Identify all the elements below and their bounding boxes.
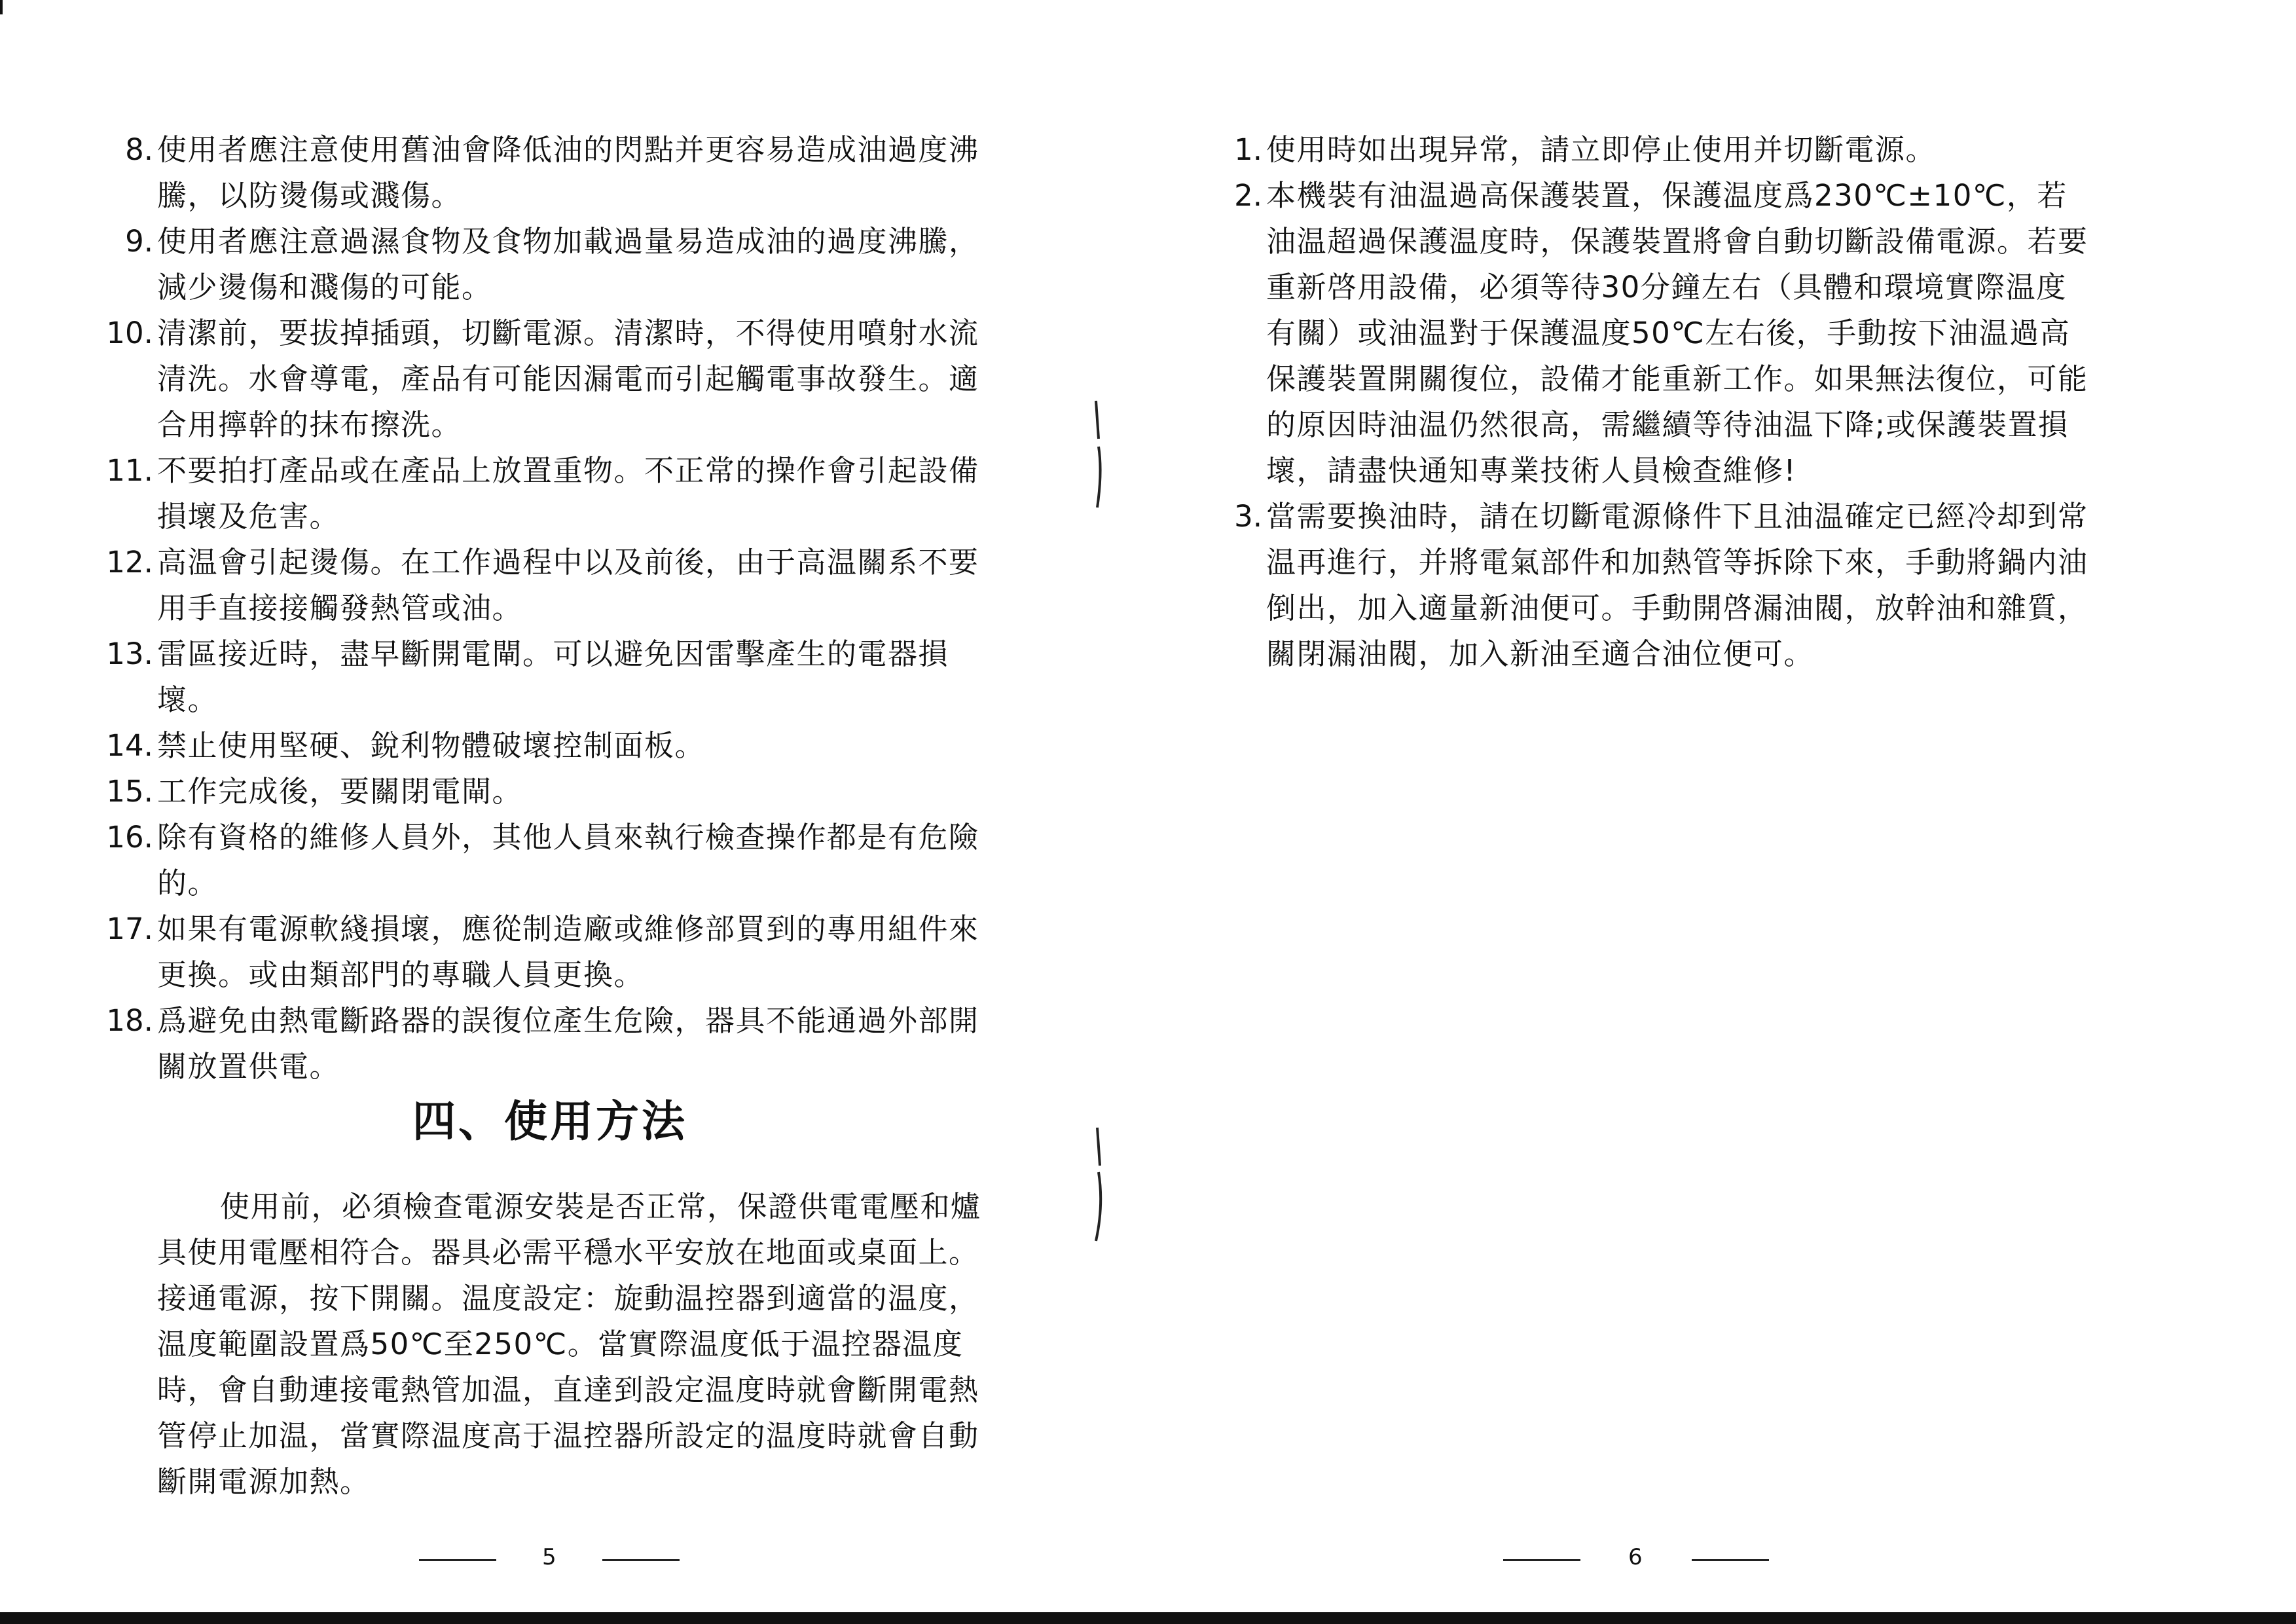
item-number: 2. <box>1234 178 1262 213</box>
section-title: 四、使用方法 <box>412 1096 687 1147</box>
item-number: 16. <box>106 820 153 855</box>
list-item <box>90 631 987 723</box>
item-number: 3. <box>1234 499 1262 534</box>
list-item <box>90 448 987 540</box>
item-number: 8. <box>125 132 153 167</box>
left-page <box>0 0 1113 1624</box>
page-number-dash-left <box>1503 1559 1580 1561</box>
item-number: 9. <box>125 224 153 259</box>
item-number: 14. <box>106 728 153 763</box>
item-number: 10. <box>106 316 153 350</box>
item-text: 爲避免由熱電斷路器的誤復位產生危險，器具不能通過外部開關放置供電。 <box>157 1003 979 1084</box>
list-item <box>90 906 987 998</box>
list-item <box>1199 173 2096 494</box>
list-item <box>90 310 987 448</box>
list-item <box>1199 494 2096 677</box>
item-number: 13. <box>106 637 153 671</box>
page-number: 5 <box>542 1544 556 1570</box>
list-item <box>90 723 987 769</box>
page-number-dash-left <box>419 1559 496 1561</box>
left-safety-list <box>90 127 987 1090</box>
item-text: 本機裝有油温過高保護裝置，保護温度爲230℃±10℃，若油温超過保護温度時，保護裝置將會自動切斷設備電源。若要重新啓用設備，必須等待30分鐘左右（具體和環境實際温度有關）或油温對于保護温度50℃左右後，手動按下油温過高保護裝置開關復位，設備才能重新工作。如果無法復位，可能的原因時油温仍然很高，需繼續等待油温下降;或保護裝置損壞，請盡快通知專業技術人員檢查維修! <box>1266 178 2088 488</box>
item-number: 18. <box>106 1003 153 1038</box>
item-text: 高温會引起燙傷。在工作過程中以及前後，由于高温關系不要用手直接接觸發熱管或油。 <box>157 545 979 625</box>
item-text: 禁止使用堅硬、銳利物體破壞控制面板。 <box>157 728 706 763</box>
page-number: 6 <box>1628 1544 1643 1570</box>
list-item <box>90 127 987 219</box>
item-text: 雷區接近時，盡早斷開電閘。可以避免因雷擊產生的電器損壞。 <box>157 637 949 717</box>
item-number: 17. <box>106 912 153 946</box>
page-number-dash-right <box>602 1559 680 1561</box>
binding-mark-lower <box>1084 1126 1110 1244</box>
list-item <box>90 219 987 310</box>
item-number: 12. <box>106 545 153 580</box>
item-number: 15. <box>106 774 153 809</box>
item-text: 不要拍打產品或在產品上放置重物。不正常的操作會引起設備損壞及危害。 <box>157 453 979 534</box>
usage-paragraph: 使用前，必須檢查電源安裝是否正常，保證供電電壓和爐具使用電壓相符合。器具必需平穩水平安放在地面或桌面上。接通電源，按下開關。温度設定：旋動温控器到適當的温度，温度範圍設置爲50℃至250℃。當實際温度低于温控器温度時，會自動連接電熱管加温，直達到設定温度時就會斷開電熱管停止加温，當實際温度高于温控器所設定的温度時就會自動斷開電源加熱。 <box>157 1189 981 1499</box>
list-item <box>90 998 987 1090</box>
item-text: 使用者應注意使用舊油會降低油的閃點并更容易造成油過度沸騰，以防燙傷或濺傷。 <box>157 132 979 213</box>
list-item <box>90 815 987 906</box>
binding-mark-upper <box>1084 399 1110 511</box>
item-text: 使用者應注意過濕食物及食物加載過量易造成油的過度沸騰，減少燙傷和濺傷的可能。 <box>157 224 979 304</box>
item-number: 11. <box>106 453 153 488</box>
scan-bottom-edge <box>0 1612 2296 1624</box>
item-text: 除有資格的維修人員外，其他人員來執行檢查操作都是有危險的。 <box>157 820 979 900</box>
item-text: 如果有電源軟綫損壞，應從制造廠或維修部買到的專用組件來更換。或由類部門的專職人員更換。 <box>157 912 979 992</box>
item-text: 清潔前，要拔掉插頭，切斷電源。清潔時，不得使用噴射水流清洗。水會導電，產品有可能因漏電而引起觸電事故發生。適合用擰幹的抹布擦洗。 <box>157 316 979 442</box>
list-item <box>90 769 987 815</box>
item-number: 1. <box>1234 132 1262 167</box>
list-item <box>1199 127 2096 173</box>
list-item <box>90 540 987 631</box>
page-number-dash-right <box>1692 1559 1769 1561</box>
item-text: 使用時如出現异常，請立即停止使用并切斷電源。 <box>1266 132 1937 167</box>
item-text: 當需要換油時，請在切斷電源條件下且油温確定已經冷却到常温再進行，并將電氣部件和加熱管等拆除下來，手動將鍋内油倒出，加入適量新油便可。手動開啓漏油閥，放幹油和雜質，關閉漏油閥，加入新油至適合油位便可。 <box>1266 499 2088 671</box>
item-text: 工作完成後，要關閉電閘。 <box>157 774 523 809</box>
right-instruction-list <box>1199 127 2096 677</box>
